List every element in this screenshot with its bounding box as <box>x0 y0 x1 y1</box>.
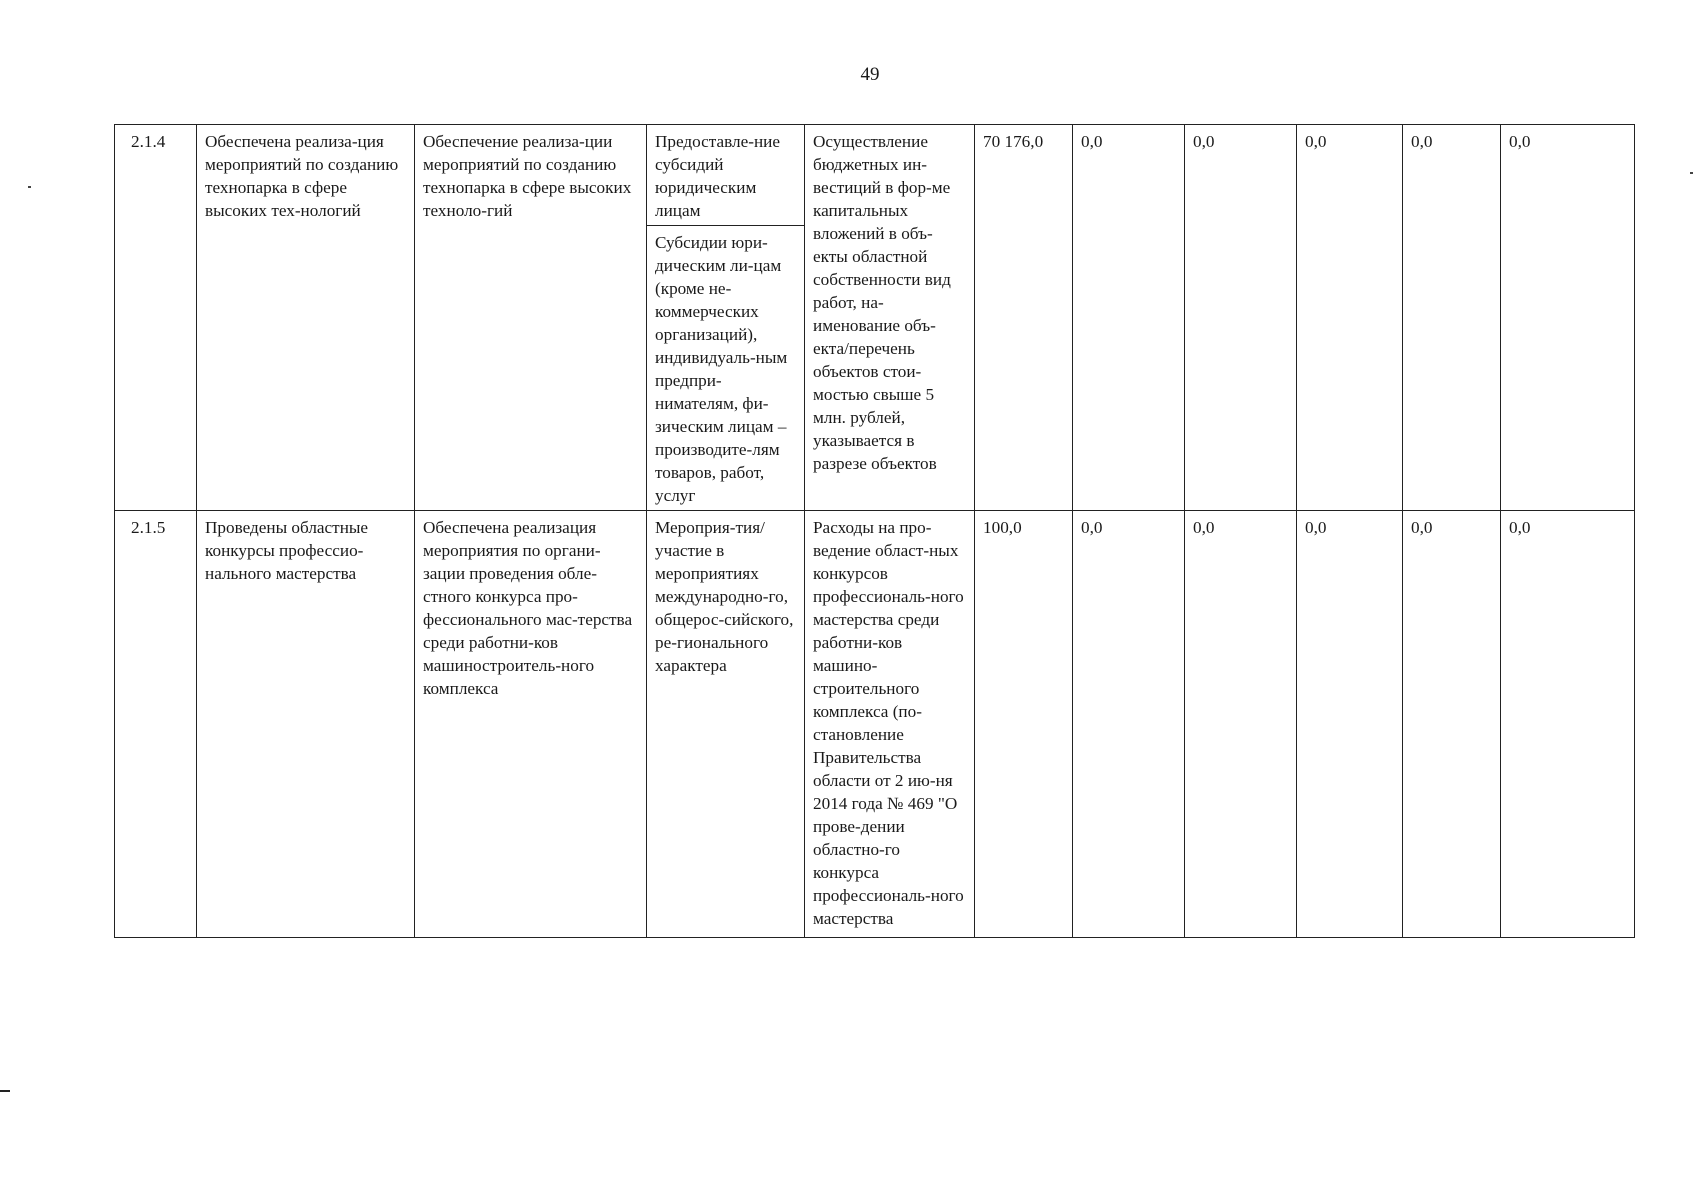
event-cell: Обеспечение реализа-ции мероприятий по созданию технопарка в сфере высоких техноло-гий <box>415 125 647 511</box>
value-cell: 70 176,0 <box>975 125 1073 511</box>
value-cell: 0,0 <box>1297 125 1403 511</box>
result-cell: Обеспечена реализа-ция мероприятий по созданию технопарка в сфере высоких тех-нологий <box>197 125 415 511</box>
type-cell: Мероприя-тия/участие в мероприятиях международно-го, общерос-сийского, ре-гионального характера <box>647 511 805 938</box>
purpose-cell: Осуществление бюджетных ин-вестиций в фор-ме капитальных вложений в объ-екты областной собственности вид работ, на-именование объ-екта/перечень объектов стои-мостью свыше 5 млн. рублей, указывается в разрезе объектов <box>805 125 975 511</box>
value-cell: 0,0 <box>1403 511 1501 938</box>
type-bottom: Субсидии юри-дическим ли-цам (кроме не-коммерческих организаций), индивидуаль-ным предпри-нимателям, фи-зическим лицам – производите-лям товаров, работ, услуг <box>655 233 788 505</box>
type-top: Предоставле-ние субсидий юридическим лицам <box>647 125 804 226</box>
event-cell: Обеспечена реализация мероприятия по органи-зации проведения обле-стного конкурса про-фессионального мас-терства среди работни-ков машиностроитель-ного комплекса <box>415 511 647 938</box>
value-cell: 0,0 <box>1501 511 1635 938</box>
table-row <box>115 125 1635 511</box>
row-number: 2.1.5 <box>115 511 197 938</box>
type-cell <box>647 125 805 511</box>
value-cell: 0,0 <box>1073 511 1185 938</box>
value-cell: 0,0 <box>1297 511 1403 938</box>
page-number: 49 <box>860 64 880 85</box>
value-cell: 0,0 <box>1185 125 1297 511</box>
scan-mark <box>1690 172 1693 174</box>
row-number: 2.1.4 <box>115 125 197 511</box>
value-cell: 100,0 <box>975 511 1073 938</box>
value-cell: 0,0 <box>1501 125 1635 511</box>
purpose-cell: Расходы на про-ведение област-ных конкурсов профессиональ-ного мастерства среди работни-ков машино-строительного комплекса (по-становление Правительства области от 2 ию-ня 2014 года № 469 "О прове-дении областно-го конкурса профессиональ-ного мастерства <box>805 511 975 938</box>
value-cell: 0,0 <box>1185 511 1297 938</box>
value-cell: 0,0 <box>1073 125 1185 511</box>
program-table <box>114 124 1635 938</box>
value-cell: 0,0 <box>1403 125 1501 511</box>
result-cell: Проведены областные конкурсы профессио-нального мастерства <box>197 511 415 938</box>
scan-mark <box>0 1090 10 1092</box>
table-row <box>115 511 1635 938</box>
scan-mark <box>28 186 31 188</box>
